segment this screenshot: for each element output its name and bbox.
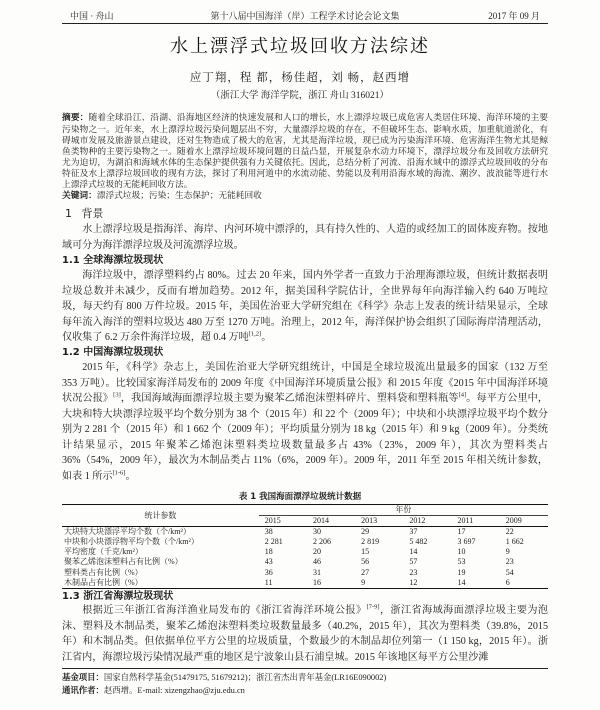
year-cell: 2011 (452, 516, 500, 527)
paragraph-text: 海洋垃圾中，漂浮塑料约占 80%。过去 20 年来，国内外学者一直致力于治理海漂垃圾，但统计数据表明垃圾总数并未减少，反而有增加趋势。2012 年，据美国科学院估计，全世界每年向海洋输入约 640 万吨垃圾，每天约有 800 万件垃圾。2015 年，美国佐治亚大学研究组在《科学》杂志上发表的统计结果显示，全球每年流入海洋的塑料垃圾达 480 万至 1270 万吨。治理上，2012 年，海洋保护协会组织了国际海岸清理活动，仅收集了 6.2 万余件海洋垃圾，超 0.4 万吨 (62, 270, 548, 343)
row-label: 聚苯乙烯泡沫塑料占有比例（%） (64, 557, 183, 567)
table-row (62, 537, 548, 547)
row-label: 平均密度（千克/km²） (64, 547, 143, 557)
abstract (62, 112, 548, 190)
paper-title: 水上漂浮式垃圾回收方法综述 (170, 36, 430, 57)
cell-value: 38 (264, 527, 273, 536)
cell-value: 5 482 (409, 537, 428, 547)
year-header: 年份 (259, 505, 548, 516)
footnote-text: 国家自然科学基金(51479175, 51679212)；浙江省杰出青年基金(LR16E090002) (103, 673, 387, 682)
citation: [1-6] (112, 469, 126, 477)
section-heading-zhejiang: 1.3 浙江省海漂垃圾现状 (62, 591, 174, 602)
citation: [3] (113, 391, 121, 399)
keywords (62, 190, 548, 202)
year-cell: 2012 (403, 516, 451, 527)
table-row (62, 527, 548, 538)
cell-value: 14 (457, 577, 466, 587)
year-cell: 2015 (259, 516, 307, 527)
paragraph-text: 2015 年，《科学》杂志上，美国佐治亚大学研究组统计，中国是全球垃圾流出量最多的国家（132 万至 353 万吨）。比较国家海洋局发布的 2009 年度《中国海洋环境质量公报》和 2015 年度《2015 年中国海洋环境状况公报》 (62, 362, 548, 404)
affiliation: （浙江大学 海洋学院，浙江 舟山 316021） (210, 91, 390, 101)
cell-value: 15 (361, 547, 370, 557)
paragraph-global (62, 268, 548, 346)
paragraph-text: 。 (261, 332, 272, 343)
cell-value: 19 (457, 567, 466, 577)
year-cell: 2013 (355, 516, 403, 527)
cell-value: 31 (312, 567, 321, 577)
citation: [4] (458, 391, 467, 399)
statistics-table (62, 504, 548, 589)
cell-value: 11 (264, 577, 273, 587)
row-label: 木制品占有比例（%） (64, 577, 143, 587)
citation: [1,2] (248, 330, 262, 338)
cell-value: 16 (312, 577, 321, 587)
cell-value: 43 (264, 557, 273, 567)
abstract-text: 随着全球沿江、沿湖、沿海地区经济的快速发展和人口的增长，水上漂浮垃圾已成危害人类居住环境、海洋环境的主要污染物之一。近年来，水上漂浮垃圾污染问题层出不穷，大量漂浮垃圾的存在，不但破坏生态、影响水质，加重航道淤化，有碍城市发展及旅游景点建设，还对生物造成了极大的危害，尤其是海洋垃圾，现已成为污染海洋环境、危害海洋生物尤其是鲸鱼类物种的主要污染物之一。随着水上漂浮垃圾环境问题的日益凸显，开展复杂水动力环境下，漂浮垃圾分布及回收方法研究尤为迫切，为湖泊和海域水体的生态保护提供强有力关键依托。因此，总结分析了河流、沿海水域中的漂浮式垃圾回收的分布特征及水上漂浮垃圾回收的现有方法，探讨了利用河道中的水流动能、势能以及利用沿海水域的海流、潮汐、波浪能等进行水上漂浮式垃圾的无能耗回收方法。 (62, 112, 549, 189)
section-heading-background: 1 背景 (65, 207, 104, 220)
paragraph-text: ，浙江省海域海面漂浮垃圾主要为泡沫、塑料及木制品类，聚苯乙烯泡沫塑料类垃圾数量最多（40.2%，2015 年），其次为塑料类（39.8%，2015 年）和木制品类。但依据单位平方公里的垃圾质量，个数最少的木制品却位列第一（1 150 kg，2015 年）。浙江省内，海漂垃圾污染情况最严重的地区是宁波象山县石浦皇城。2015 年该地区每平方公里沙滩 (62, 605, 549, 663)
cell-value: 53 (457, 557, 466, 567)
cell-value: 23 (409, 567, 418, 577)
cell-value: 12 (409, 577, 418, 587)
table-row (62, 578, 548, 589)
paragraph-text: 根据近三年浙江省海洋渔业局发布的《浙江省海洋环境公报》 (82, 605, 367, 616)
cell-value: 30 (312, 527, 321, 536)
cell-value: 27 (361, 567, 370, 577)
footnote-divider (62, 668, 548, 669)
footnote-label: 基金项目： (62, 672, 104, 682)
section-heading-global: 1.1 全球海漂垃圾现状 (62, 255, 164, 266)
table-row (62, 568, 548, 578)
table-row (62, 557, 548, 567)
header-date: 2017 年 09 月 (488, 11, 540, 21)
cell-value: 6 (505, 577, 510, 587)
cell-value: 23 (505, 557, 514, 567)
footnote-contact (62, 684, 548, 697)
paragraph-background (62, 222, 548, 253)
cell-value: 37 (409, 527, 418, 536)
cell-value: 56 (361, 557, 370, 567)
keywords-text: 漂浮式垃圾；污染；生态保护；无能耗回收 (96, 190, 262, 200)
cell-value: 2 819 (361, 537, 380, 547)
header-location: 中国 · 舟山 (70, 11, 114, 21)
table-caption: 表 1 我国海面漂浮垃圾统计数据 (238, 492, 362, 502)
cell-value: 9 (505, 547, 510, 557)
row-label: 塑料类占有比例（%） (64, 567, 143, 577)
cell-value: 36 (264, 567, 273, 577)
cell-value: 2 206 (312, 537, 331, 547)
cell-value: 10 (457, 547, 466, 557)
year-cell: 2009 (500, 516, 548, 527)
paragraph-text: 。 (125, 470, 136, 482)
footnote-funding (62, 671, 548, 684)
cell-value: 3 697 (457, 537, 476, 547)
cell-value: 1 662 (505, 537, 524, 547)
year-cell: 2014 (307, 516, 355, 527)
cell-value: 29 (361, 527, 370, 536)
footnote-text: 赵西增。E-mail: xizengzhao@zju.edu.cn (103, 686, 245, 695)
header-proceedings: 第十八届中国海洋（岸）工程学术讨论会论文集 (210, 11, 400, 21)
paragraph-text: 。每平方公里中，大块和特大块漂浮垃圾平均个数分别为 38 个（2015 年）和 22 个（2009 年）；中块和小块漂浮垃圾平均个数分别为 2 281 个（2015 年）和 1 662 个（2009 年）；平均质量分别为 18 kg（2015 年）和 9 kg（2009 年）。分类统计结果显示，2015 年聚苯乙烯泡沫塑料类垃圾数量最多占 43%（23%，2009 年），其次为塑料类占 36%（54%，2009 年），最次为木制品类占 11%（6%，2009 年）。2009 年，2011 年至 2015 年相关统计参数，如表 1 所示 (62, 393, 549, 482)
cell-value: 46 (312, 557, 321, 567)
section-heading-china: 1.2 中国海漂垃圾现状 (62, 347, 164, 358)
keywords-label: 关键词： (62, 191, 97, 201)
paragraph-text: 水上漂浮垃圾是指海洋、海岸、内河环境中漂浮的，具有持久性的、人造的或经加工的固体废弃物。按地域可分为海洋漂浮垃圾及河流漂浮垃圾。 (62, 224, 548, 251)
cell-value: 54 (505, 567, 514, 577)
row-label: 大块特大块漂浮平均个数（个/km²） (64, 527, 191, 536)
paragraph-zhejiang (62, 603, 548, 665)
row-label: 中块和小块漂浮物平均个数（个/km²） (64, 537, 199, 547)
cell-value: 18 (264, 547, 273, 557)
paragraph-china (62, 360, 548, 484)
cell-value: 17 (457, 527, 466, 536)
author-list: 应丁翔，程 都，杨佳超，刘 畅，赵西增 (189, 72, 411, 84)
footnote-label: 通讯作者： (62, 685, 104, 695)
abstract-label: 摘要： (62, 113, 89, 123)
paragraph-text: ，我国海域海面漂浮垃圾主要为聚苯乙烯泡沫塑料碎片、塑料袋和塑料瓶等 (120, 393, 459, 404)
table-header-row (62, 505, 548, 516)
param-header: 统计参数 (62, 505, 259, 527)
cell-value: 9 (361, 577, 366, 587)
table-row (62, 547, 548, 557)
cell-value: 20 (312, 547, 321, 557)
running-header (62, 9, 548, 24)
cell-value: 2 281 (264, 537, 283, 547)
cell-value: 22 (505, 527, 514, 536)
citation: [7-9] (366, 603, 380, 611)
cell-value: 14 (409, 547, 418, 557)
cell-value: 57 (409, 557, 418, 567)
